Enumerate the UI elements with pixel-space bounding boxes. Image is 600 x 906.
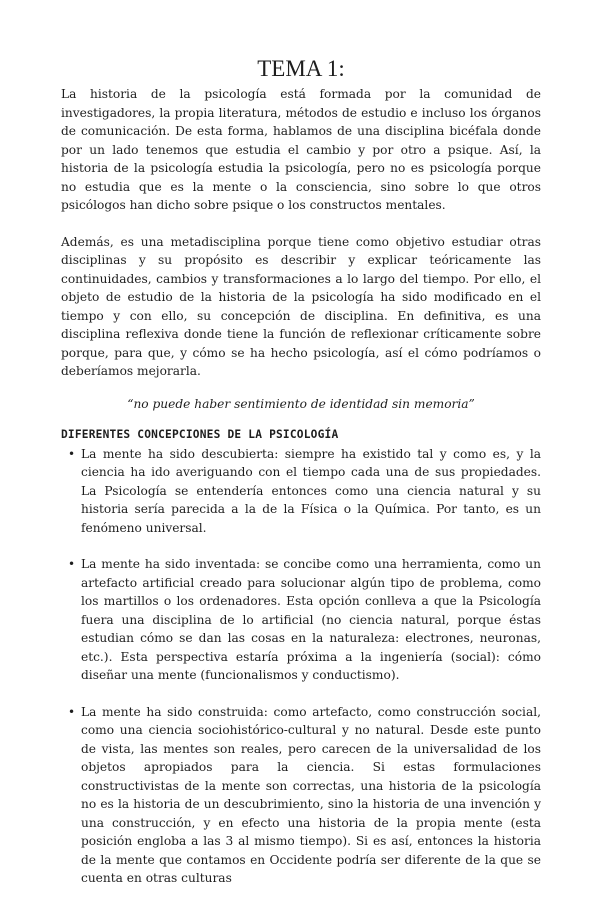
list-item bbox=[61, 703, 541, 888]
metadiscipline-paragraph: Además, es una metadisciplina porque tiene como objetivo estudiar otras disciplinas y su propósito es describir y explicar teóricamente las continuidades, cambios y transformaciones a lo largo del tiempo. Por ello, el objeto de estudio de la historia de la psicología ha sido modificado en el tiempo y con ello, su concepción de disciplina. En definitiva, es una disciplina reflexiva donde tiene la función de reflexionar críticamente sobre porque, para que, y cómo se ha hecho psicología, así el cómo podríamos o deberíamos mejorarla. bbox=[61, 234, 541, 378]
paragraph-spacer bbox=[61, 215, 541, 233]
section-heading: DIFERENTES CONCEPCIONES DE LA PSICOLOGÍA bbox=[61, 427, 339, 441]
bullet-icon: • bbox=[68, 446, 76, 461]
page-title: TEMA 1: bbox=[257, 56, 345, 81]
bullet-icon: • bbox=[68, 704, 76, 719]
list-item bbox=[61, 445, 541, 538]
list-item-text: La mente ha sido construida: como artefacto, como construcción social, como una ciencia sociohistórico-cultural y no natural. Desde este punto de vista, las mentes son reales, pero carecen de la universalidad de los objetos apropiados para la ciencia. Si estas formulaciones constructivistas de la mente son correctas, una historia de la psicología no es la historia de un descubrimiento, sino la historia de una invención y una construcción, y en efecto una historia de la propia mente (esta posición engloba a las 3 al mismo tiempo). Si es así, entonces la historia de la mente que contamos en Occidente podría ser diferente de la que se cuenta en otras culturas bbox=[81, 704, 541, 885]
list-item-text: La mente ha sido inventada: se concibe como una herramienta, como un artefacto artificial creado para solucionar algún tipo de problema, como los martillos o los ordenadores. Esta opción conlleva a que la Psicología fuera una disciplina de lo artificial (no ciencia natural, porque éstas estudian cómo se dan las cosas en la naturaleza: electrones, neuronas, etc.). Esta perspectiva estaría próxima a la ingeniería (social): cómo diseñar una mente (funcionalismos y conductismo). bbox=[81, 557, 541, 682]
list-item bbox=[61, 555, 541, 685]
list-item-text: La mente ha sido descubierta: siempre ha existido tal y como es, y la ciencia ha ido averiguando con el tiempo cada una de sus propiedades. La Psicología se entendería entonces como una ciencia natural y su historia sería parecida a la de la Física o la Química. Por tanto, es un fenómeno universal. bbox=[81, 446, 541, 535]
quote: “no puede haber sentimiento de identidad sin memoria” bbox=[127, 396, 475, 411]
bullet-icon: • bbox=[68, 557, 76, 571]
conceptions-list bbox=[61, 445, 541, 888]
intro-paragraph: La historia de la psicología está formada por la comunidad de investigadores, la propia literatura, métodos de estudio e incluso los órganos de comunicación. De esta forma, hablamos de una disciplina bicéfala donde por un lado tenemos que estudia el cambio y por otro a psique. Así, la historia de la psicología estudia la psicología, pero no es psicología porque no estudia que es la mente o la consciencia, sino sobre lo que otros psicólogos han dicho sobre psique o los constructos mentales. bbox=[61, 87, 541, 212]
document-page bbox=[61, 56, 541, 906]
